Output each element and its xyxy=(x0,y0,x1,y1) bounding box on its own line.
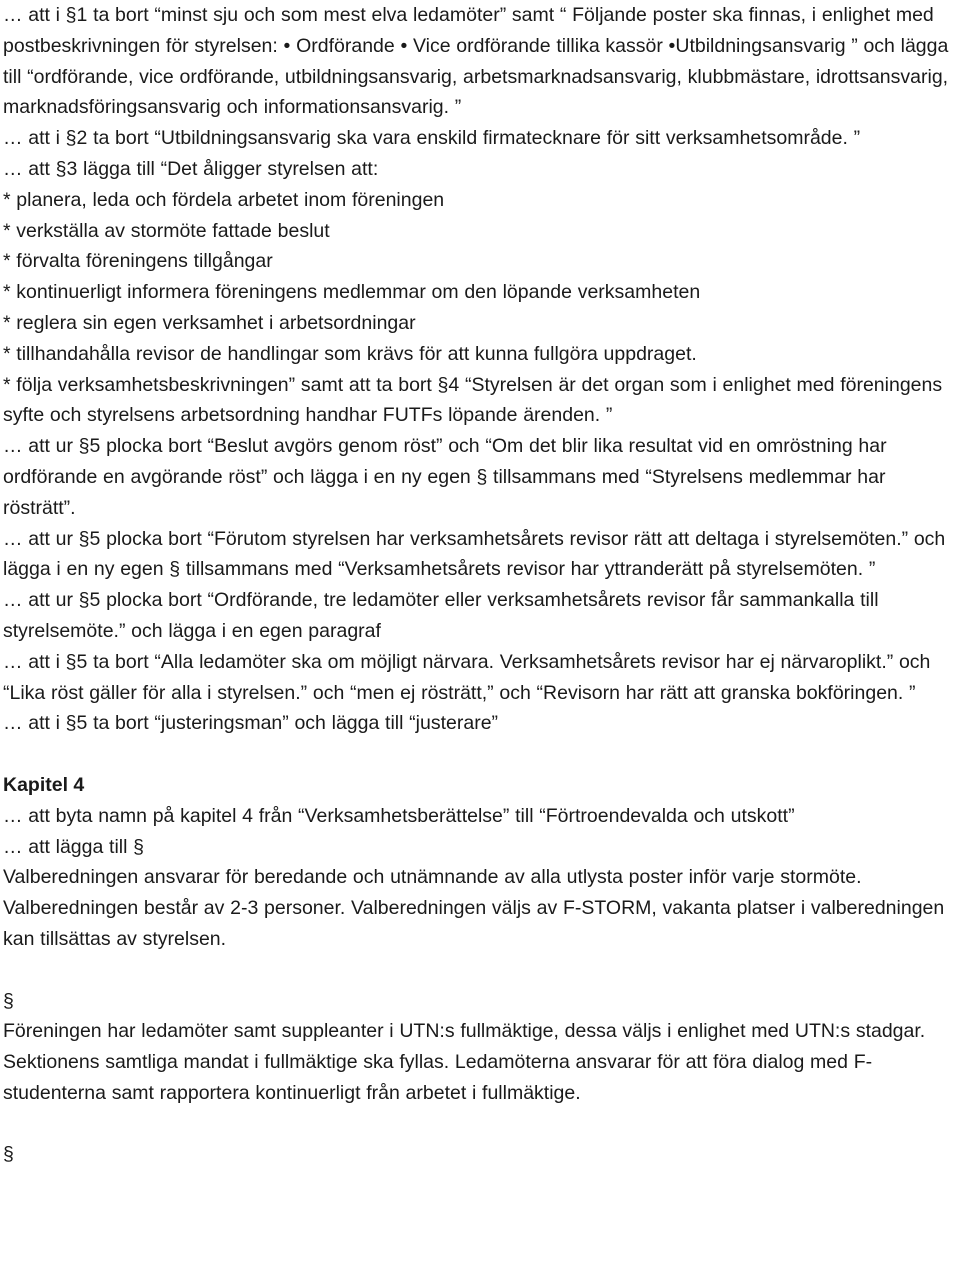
utn-paragraph: Föreningen har ledamöter samt suppleanter i UTN:s fullmäktige, dessa väljs i enlighet med UTN:s stadgar. Sektionens samtliga mandat i fullmäktige ska fyllas. Ledamöterna ansvarar för att föra dialog med F-studenterna samt rapportera kontinuerligt från arbetet i fullmäktige. xyxy=(3,1020,926,1104)
duty-list-item: * följa verksamhetsbeskrivningen” samt att ta bort §4 “Styrelsen är det organ som i enlighet med föreningens syfte och styrelsens arbetsordning handhar FUTFs löpande ärenden. ” xyxy=(3,373,943,427)
amendment-paragraph-2-1: … att byta namn på kapitel 4 från “Verksamhetsberättelse” till “Förtroendevalda och utskott” xyxy=(3,804,795,827)
duty-list-item: * förvalta föreningens tillgångar xyxy=(3,250,273,273)
duty-list-item: * planera, leda och fördela arbetet inom föreningen xyxy=(3,188,445,211)
amendment-paragraph-1-8: … att i §5 ta bort “justeringsman” och lägga till “justerare” xyxy=(3,712,499,735)
amendment-paragraph-2-2: … att lägga till § xyxy=(3,835,145,858)
amendment-paragraph-1-3: … att §3 lägga till “Det åligger styrelsen att: xyxy=(3,157,379,180)
section-mark: § xyxy=(3,1143,14,1166)
amendment-paragraph-1-2: … att i §2 ta bort “Utbildningsansvarig ska vara enskild firmatecknare för sitt verksamhetsområde. ” xyxy=(3,127,861,150)
spacer xyxy=(3,955,958,986)
amendment-paragraph-1-4: … att ur §5 plocka bort “Beslut avgörs genom röst” och “Om det blir lika resultat vid en omröstning har ordförande en avgörande röst” och lägga i en ny egen § tillsammans med “Styrelsens medlemmar har rösträtt”. xyxy=(3,435,887,519)
amendment-paragraph-1-1: … att i §1 ta bort “minst sju och som mest elva ledamöter” samt “ Följande poster ska finnas, i enlighet med postbeskrivningen för styrelsen: • Ordförande • Vice ordförande tillika kassör •Utbildningsansvarig ” och lägga till “ordförande, vice ordförande, utbildningsansvarig, arbetsmarknadsansvarig, klubbmästare, idrottsansvarig, marknadsföringsansvarig och informationsansvarig. ” xyxy=(3,4,949,119)
duty-list-item: * tillhandahålla revisor de handlingar som krävs för att kunna fullgöra uppdraget. xyxy=(3,342,697,365)
duty-list-item: * reglera sin egen verksamhet i arbetsordningar xyxy=(3,311,416,334)
valberedning-paragraph: Valberedningen ansvarar för beredande och utnämnande av alla utlysta poster inför varje stormöte. Valberedningen består av 2-3 personer. Valberedningen väljs av F-STORM, vakanta platser i valberedningen kan tillsättas av styrelsen. xyxy=(3,866,945,950)
amendment-paragraph-1-5: … att ur §5 plocka bort “Förutom styrelsen har verksamhetsårets revisor rätt att deltaga i styrelsemöten.” och lägga i en ny egen § tillsammans med “Verksamhetsårets revisor har yttranderätt på styrelsemöten. ” xyxy=(3,527,946,581)
duty-list-item: * kontinuerligt informera föreningens medlemmar om den löpande verksamheten xyxy=(3,281,701,304)
amendment-paragraph-1-6: … att ur §5 plocka bort “Ordförande, tre ledamöter eller verksamhetsårets revisor får sammankalla till styrelsemöte.” och lägga i en egen paragraf xyxy=(3,589,879,642)
document-body xyxy=(3,0,958,1170)
spacer xyxy=(3,739,958,770)
section-mark: § xyxy=(3,989,14,1012)
spacer xyxy=(3,1109,958,1140)
chapter-heading: Kapitel 4 xyxy=(3,773,85,796)
duty-list-item: * verkställa av stormöte fattade beslut xyxy=(3,219,330,242)
amendment-paragraph-1-7: … att i §5 ta bort “Alla ledamöter ska om möjligt närvara. Verksamhetsårets revisor har ej närvaroplikt.” och “Lika röst gäller för alla i styrelsen.” och “men ej rösträtt,” och “Revisorn har rätt att granska bokföringen. ” xyxy=(3,650,931,704)
